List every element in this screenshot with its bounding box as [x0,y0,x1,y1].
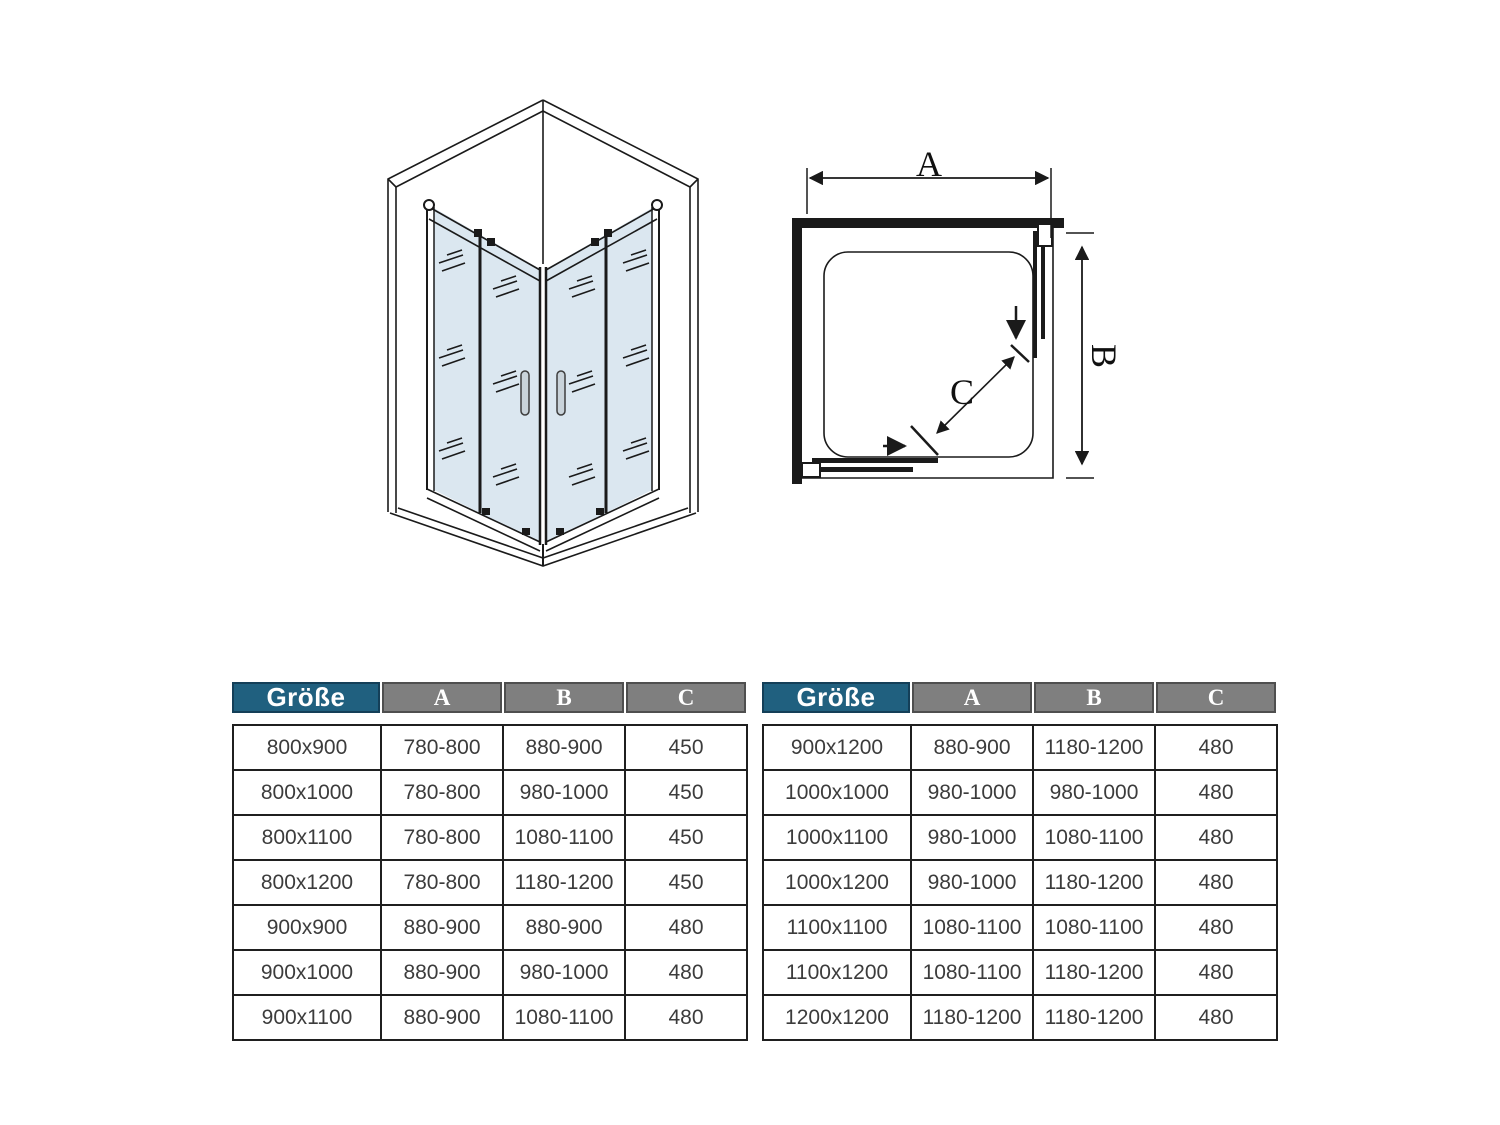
c-cell: 450 [625,770,747,815]
sliding-panels-bottom [802,458,938,477]
b-cell: 880-900 [503,905,625,950]
size-cell: 900x900 [233,905,381,950]
table-row [763,860,1277,905]
size-cell: 1100x1200 [763,950,911,995]
size-cell: 800x900 [233,725,381,770]
size-cell: 1100x1100 [763,905,911,950]
roller-bracket [487,238,495,246]
table-row [763,995,1277,1040]
shower-tray-outline [824,252,1033,457]
b-cell: 1180-1200 [1033,860,1155,905]
size-cell: 800x1000 [233,770,381,815]
b-cell: 1080-1100 [1033,815,1155,860]
c-cell: 480 [1155,860,1277,905]
b-cell: 1180-1200 [1033,950,1155,995]
b-cell: 1080-1100 [1033,905,1155,950]
header-c: C [1156,682,1276,713]
table-row [763,815,1277,860]
a-cell: 780-800 [381,860,503,905]
table-row [763,725,1277,770]
table-row [233,860,747,905]
c-cell: 480 [1155,905,1277,950]
size-cell: 900x1200 [763,725,911,770]
c-cell: 450 [625,725,747,770]
c-cell: 450 [625,815,747,860]
wall-bracket [1038,224,1052,246]
roller-bracket [596,508,604,515]
a-cell: 780-800 [381,770,503,815]
c-cell: 480 [625,950,747,995]
b-cell: 1080-1100 [503,815,625,860]
a-cell: 980-1000 [911,815,1033,860]
wall-bracket [802,463,820,477]
a-cell: 1080-1100 [911,905,1033,950]
table-row [763,950,1277,995]
header-size: Größe [232,682,380,713]
c-cell: 480 [1155,995,1277,1040]
size-table-body [232,724,748,1041]
b-cell: 980-1000 [503,950,625,995]
a-cell: 980-1000 [911,770,1033,815]
sliding-panels-right [1033,224,1052,358]
size-table-right [762,682,1276,1041]
table-row [763,905,1277,950]
a-cell: 780-800 [381,725,503,770]
table-row [233,770,747,815]
door-edge-tick [1011,345,1029,362]
table-row [233,815,747,860]
roller-bracket [482,508,490,515]
table-row [233,905,747,950]
enclosure-outline [802,228,1053,478]
c-cell: 480 [1155,725,1277,770]
dimension-c-label: C [949,372,975,412]
a-cell: 980-1000 [911,860,1033,905]
table-row [233,995,747,1040]
plan-view-diagram [780,135,1130,495]
b-cell: 880-900 [503,725,625,770]
dimension-a-label: A [916,144,942,184]
c-cell: 480 [625,995,747,1040]
rail-end-cap [652,200,662,210]
a-cell: 1180-1200 [911,995,1033,1040]
door-edge-tick [911,426,938,455]
size-table-left [232,682,746,1041]
c-cell: 480 [1155,950,1277,995]
a-cell: 880-900 [381,905,503,950]
top-wall [792,218,1064,228]
table-row [233,725,747,770]
left-door-handle [521,371,529,415]
header-c: C [626,682,746,713]
table-row [233,950,747,995]
size-cell: 1000x1000 [763,770,911,815]
b-cell: 1180-1200 [1033,725,1155,770]
size-cell: 800x1200 [233,860,381,905]
roller-bracket [474,229,482,237]
isometric-view-diagram [365,80,715,580]
size-table-body [762,724,1278,1041]
door-handles [521,371,565,415]
left-wall [792,218,802,484]
c-cell: 480 [625,905,747,950]
b-cell: 980-1000 [503,770,625,815]
header-b: B [504,682,624,713]
table-row [763,770,1277,815]
c-cell: 480 [1155,770,1277,815]
a-cell: 880-900 [381,950,503,995]
roller-bracket [556,528,564,535]
roller-bracket [522,528,530,535]
roller-bracket [604,229,612,237]
dimension-b-label: B [1084,343,1124,369]
header-size: Größe [762,682,910,713]
size-cell: 900x1000 [233,950,381,995]
a-cell: 1080-1100 [911,950,1033,995]
c-cell: 480 [1155,815,1277,860]
b-cell: 980-1000 [1033,770,1155,815]
size-cell: 1000x1100 [763,815,911,860]
a-cell: 880-900 [381,995,503,1040]
a-cell: 780-800 [381,815,503,860]
size-cell: 900x1100 [233,995,381,1040]
header-b: B [1034,682,1154,713]
size-cell: 800x1100 [233,815,381,860]
right-door-handle [557,371,565,415]
b-cell: 1180-1200 [503,860,625,905]
table-header [762,682,1276,713]
b-cell: 1080-1100 [503,995,625,1040]
dimension-c [937,357,1014,433]
shower-tray [390,508,696,566]
header-a: A [912,682,1032,713]
roller-bracket [591,238,599,246]
rail-end-cap [424,200,434,210]
table-header [232,682,746,713]
size-cell: 1200x1200 [763,995,911,1040]
b-cell: 1180-1200 [1033,995,1155,1040]
header-a: A [382,682,502,713]
c-cell: 450 [625,860,747,905]
a-cell: 880-900 [911,725,1033,770]
size-cell: 1000x1200 [763,860,911,905]
